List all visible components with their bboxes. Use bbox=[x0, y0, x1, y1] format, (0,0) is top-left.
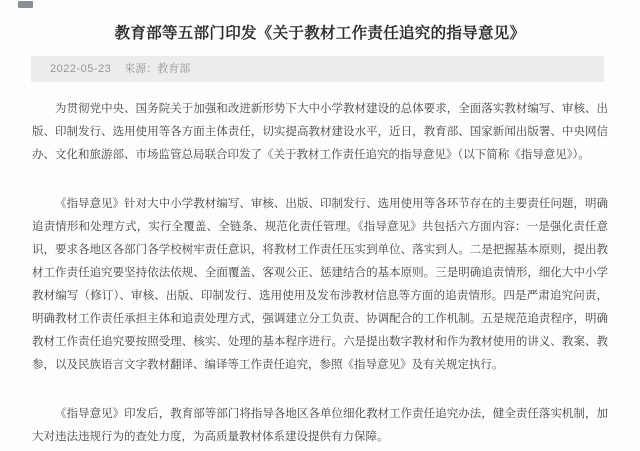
corner-artifact bbox=[18, 1, 33, 8]
article-title: 教育部等五部门印发《关于教材工作责任追究的指导意见》 bbox=[114, 25, 526, 42]
paragraph-main-content: 《指导意见》针对大中小学教材编写、审核、出版、印制发行、选用使用等各环节存在的主要责任问题，明确追责情形和处理方式，实行全覆盖、全链条、规范化责任管理。《指导意见》共包括六方面内容：一是强化责任意识，要求各地区各部门各学校树牢责任意识，将教材工作责任压实到单位、落实到人。二是把握基本原则，提出教材工作责任追究要坚持依法依规、全面覆盖、客观公正、惩建结合的基本原则。三是明确追责情形，细化大中小学教材编写（修订）、审核、出版、印制发行、选用使用及发布涉教材信息等方面的追责情形。四是严肃追究问责，明确教材工作责任承担主体和追责处理方式，强调建立分工负责、协调配合的工作机制。五是规范追责程序，明确教材工作责任追究要按照受理、核实、处理的基本程序进行。六是提出数字教材和作为教材使用的讲义、教案、教参，以及民族语言文字教材翻译、编译等工作责任追究，参照《指导意见》及有关规定执行。 bbox=[32, 198, 608, 371]
article-body bbox=[32, 98, 608, 449]
article-source: 来源：教育部 bbox=[124, 63, 191, 75]
meta-bar bbox=[31, 56, 604, 82]
paragraph-closing: 《指导意见》印发后，教育部等部门将指导各地区各单位细化教材工作责任追究办法，健全责任落实机制，加大对违法违规行为的查处力度，为高质量教材体系建设提供有力保障。 bbox=[32, 408, 608, 443]
paragraph-intro: 为贯彻党中央、国务院关于加强和改进新形势下大中小学教材建设的总体要求，全面落实教材编写、审核、出版、印制发行、选用使用等各方面主体责任，切实提高教材建设水平，近日，教育部、国家新闻出版署、中央网信办、文化和旅游部、市场监管总局联合印发了《关于教材工作责任追究的指导意见》（以下简称《指导意见》）。 bbox=[32, 103, 608, 161]
publish-date: 2022-05-23 bbox=[50, 63, 112, 75]
